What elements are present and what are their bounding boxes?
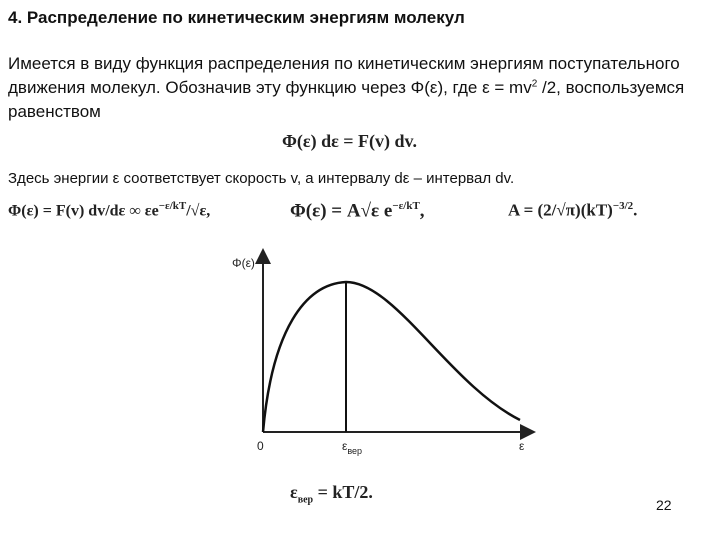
equation-most-probable bbox=[290, 482, 373, 506]
eq3-exponent: −ε/kT bbox=[392, 200, 420, 212]
note-text: Здесь энергии ε соответствует скорость v, а интервалу dε – интервал dv. bbox=[8, 170, 515, 187]
eq5-subscript: вер bbox=[297, 494, 314, 506]
slide-title: 4. Распределение по кинетическим энергиям молекул bbox=[8, 8, 465, 27]
peak-label-main: ε bbox=[342, 439, 348, 453]
eq3-tail: , bbox=[419, 200, 425, 222]
distribution-curve bbox=[263, 282, 520, 432]
intro-text-1: Имеется в виду функция распределения по кинетическим энергиям поступательного движения молекул. Обозначив эту функцию через Φ(ε), где ε = mv bbox=[8, 54, 680, 97]
eq5-main: ε bbox=[290, 482, 298, 502]
eq4-main: A = (2/√π)(kT) bbox=[508, 200, 613, 220]
peak-label-sub: вер bbox=[347, 446, 363, 456]
intro-text-2: /2, воспользуемся равенством bbox=[8, 78, 685, 121]
eq5-tail: = kT/2. bbox=[313, 482, 373, 502]
eq3-main: Φ(ε) = A√ε e bbox=[290, 200, 393, 222]
intro-superscript: 2 bbox=[531, 78, 538, 90]
x-axis-label: ε bbox=[519, 439, 525, 453]
eq4-exponent: −3/2 bbox=[612, 200, 634, 212]
eq2-main: Φ(ε) = F(v) dv/dε ∞ εe bbox=[8, 202, 159, 220]
peak-label bbox=[342, 439, 362, 456]
equation-equality: Φ(ε) dε = F(v) dv. bbox=[282, 131, 418, 151]
y-axis-label: Φ(ε) bbox=[232, 256, 255, 270]
page-number: 22 bbox=[656, 497, 672, 513]
origin-label: 0 bbox=[257, 439, 264, 453]
eq2-tail: /√ε, bbox=[186, 202, 211, 220]
eq4-tail: . bbox=[633, 200, 638, 220]
eq2-exponent: −ε/kT bbox=[158, 200, 187, 212]
